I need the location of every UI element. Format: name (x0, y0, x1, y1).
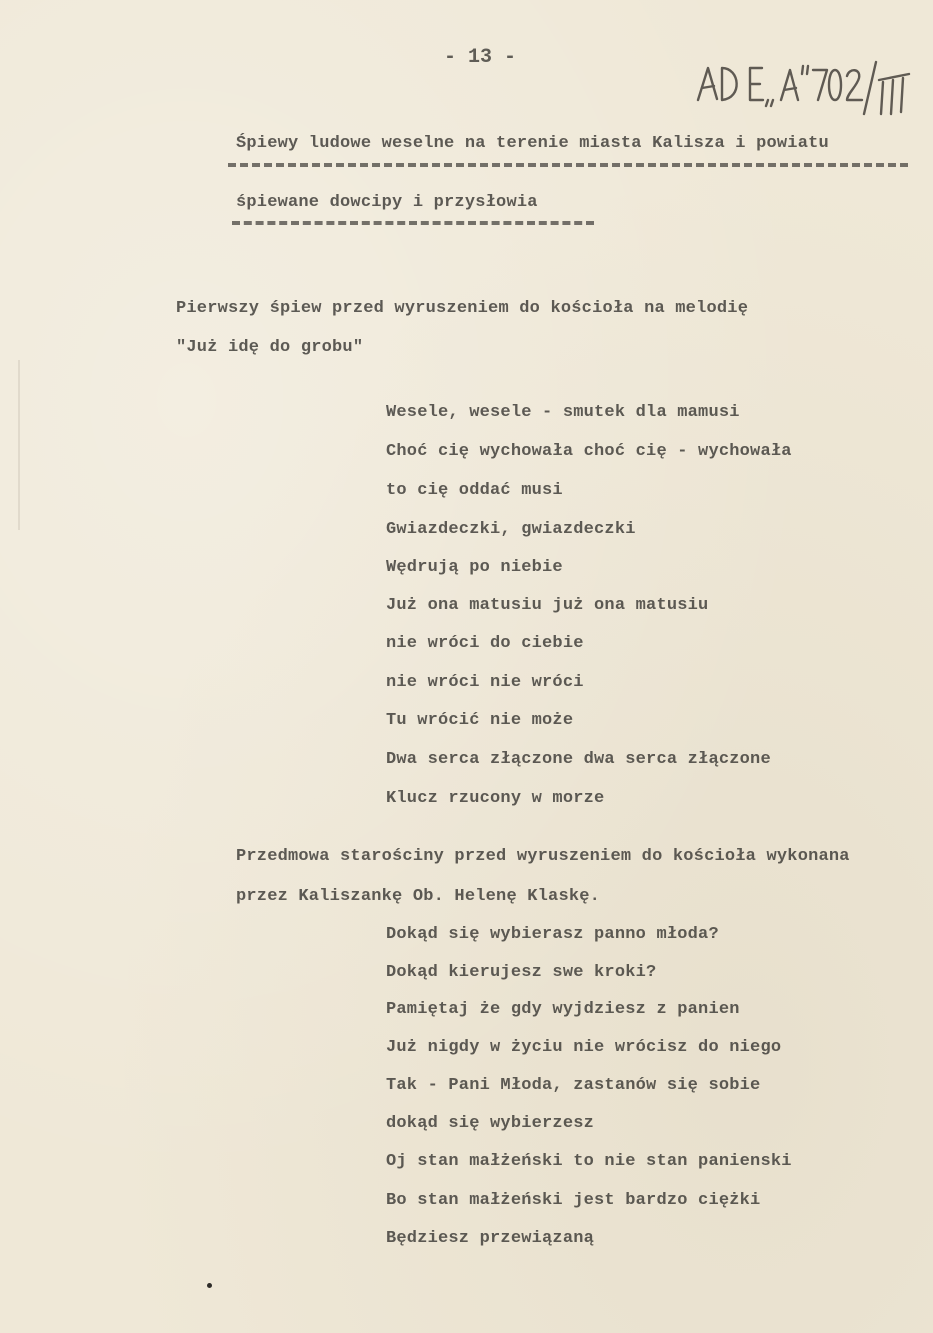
intro-line-2: "Już idę do grobu" (176, 338, 364, 357)
song-line: Wesele, wesele - smutek dla mamusi (386, 403, 740, 422)
speech-line: Tak - Pani Młoda, zastanów się sobie (386, 1076, 761, 1095)
song-line: nie wróci do ciebie (386, 634, 584, 653)
speech-line: dokąd się wybierzesz (386, 1114, 595, 1133)
song-line: nie wróci nie wróci (386, 673, 584, 692)
title-underline (228, 163, 908, 167)
paper-crease (18, 360, 20, 530)
speech-line: Dokąd kierujesz swe kroki? (386, 963, 657, 982)
song-line: Klucz rzucony w morze (386, 789, 605, 808)
speech-line: Pamiętaj że gdy wyjdziesz z panien (386, 1000, 740, 1019)
preface-line-1: Przedmowa starościny przed wyruszeniem do kościoła wykonana (236, 847, 850, 866)
speech-line: Będziesz przewiązaną (386, 1229, 595, 1248)
ink-speck (207, 1283, 212, 1288)
speech-line: Bo stan małżeński jest bardzo ciężki (386, 1191, 761, 1210)
song-line: Choć cię wychowała choć cię - wychowała (386, 442, 792, 461)
speech-line: Oj stan małżeński to nie stan panienski (386, 1152, 792, 1171)
song-line: Dwa serca złączone dwa serca złączone (386, 750, 771, 769)
song-line: Już ona matusiu już ona matusiu (386, 596, 709, 615)
intro-line-1: Pierwszy śpiew przed wyruszeniem do kościoła na melodię (176, 299, 749, 318)
speech-line: Dokąd się wybierasz panno młoda? (386, 925, 719, 944)
preface-line-2: przez Kaliszankę Ob. Helenę Klaskę. (236, 887, 601, 906)
document-title: Śpiewy ludowe weselne na terenie miasta Kalisza i powiatu (236, 134, 829, 153)
song-line: Tu wrócić nie może (386, 711, 574, 730)
song-line: Gwiazdeczki, gwiazdeczki (386, 520, 636, 539)
song-line: Wędrują po niebie (386, 558, 563, 577)
page-number: - 13 - (443, 46, 516, 69)
song-line: to cię oddać musi (386, 481, 563, 500)
document-subtitle: śpiewane dowcipy i przysłowia (236, 193, 538, 212)
speech-line: Już nigdy w życiu nie wrócisz do niego (386, 1038, 782, 1057)
archive-annotation (695, 56, 920, 118)
subtitle-underline (232, 221, 594, 225)
